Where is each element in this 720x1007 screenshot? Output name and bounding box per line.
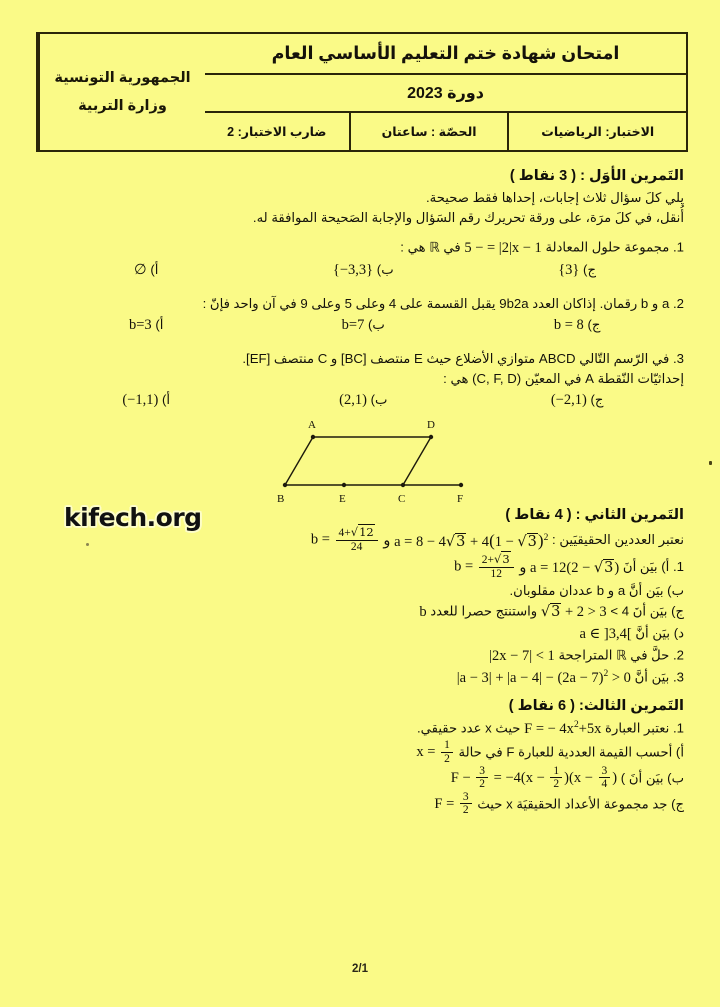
exercise-2-q1-b: ب) بيَن أنَّ a و b عددان مقلوبان. <box>509 583 684 599</box>
q3-option-a-label: أ) <box>161 392 171 408</box>
exercise-2-q3-value: $|a - 3| + |a - 4| - (2a - 7)^2 > 0$ <box>456 669 631 687</box>
exercise-2-q1-d-label: د) بيَن أنَّ <box>635 625 684 641</box>
exam-header-table <box>36 32 688 152</box>
q3-number: 3. <box>672 351 684 367</box>
q1-option-b[interactable] <box>256 262 470 279</box>
exercise-3-q1-a <box>36 740 684 766</box>
q1-option-c[interactable] <box>470 262 684 279</box>
q1-option-a-label: أ) <box>150 262 159 278</box>
exam-meta-row <box>205 113 686 150</box>
exam-session-row <box>205 75 686 113</box>
exam-body <box>36 168 684 818</box>
q3-option-c[interactable] <box>470 392 684 409</box>
q3-option-c-value: (−2,1) <box>550 392 587 409</box>
exercise-2-q2-number: 2. <box>672 647 684 663</box>
q2-option-a-value: b=3 <box>128 317 152 334</box>
q2-option-a-label: أ) <box>155 317 164 333</box>
ministry-label: وزارة التربية <box>78 97 167 114</box>
q1-option-a[interactable] <box>36 262 256 279</box>
exam-title-row <box>205 34 686 75</box>
q1-option-c-value: {3} <box>558 262 580 279</box>
exercise-3-q1 <box>36 718 684 740</box>
q3-options <box>36 392 684 409</box>
exercise-2-q2-value: |2x − 7| < 1 <box>489 648 555 665</box>
exercise-3-section <box>36 698 684 817</box>
q2-option-c[interactable] <box>470 317 684 334</box>
exercise-2-q3 <box>36 667 684 689</box>
exam-subject-cell: الاختبار: الرياضيات <box>507 113 686 150</box>
exam-session: دورة 2023 <box>407 85 484 102</box>
exercise-2-q1-a <box>36 554 684 581</box>
q1-number: 1. <box>672 239 684 255</box>
exercise-3-title: التَمرين الثالث: ( 6 نقاط ) <box>508 698 684 715</box>
exercise-1-question-2 <box>36 294 684 314</box>
exercise-3-q1-c <box>36 792 684 818</box>
exercise-3-q1-b-value: F − $\frac{3}{2}$ = −4(x − $\frac{1}{2}$ )(x − $\frac{3}{4}$ ) <box>450 765 618 791</box>
exercise-1-instruction-line-1: يلي كلَ سؤال ثلاث إجابات، إحداها فقط صحيحة. <box>426 190 684 205</box>
q2-option-b[interactable] <box>256 317 470 334</box>
exercise-2-q1-c: ج) بيَن أنَ 4 > √3 + 2 > 3 واستنتج حصرا للعدد b <box>36 601 684 623</box>
parallelogram-abcd-diagram <box>271 415 486 507</box>
site-watermark: kifech.org <box>64 503 202 532</box>
exercise-3-q1-b-text: ب) بيَن أنَ ) <box>620 770 684 786</box>
exercise-2-q1-a-expr-a: a = 12(2 − √3) <box>530 559 620 576</box>
q3-option-b-label: ب) <box>370 392 388 408</box>
exercise-3-q1-c-text: ج) جد مجموعة الأعداد الحقيقيَة x حيث <box>477 796 684 812</box>
exercise-2-q2-text: حلَّ في ℝ المتراجحة <box>558 647 670 663</box>
q2-option-c-label: ج) <box>587 317 601 333</box>
figure-label-D: D <box>427 419 435 432</box>
exercise-2-q1-a-label: أ) بيَن أنَ <box>622 559 670 575</box>
q1-text-start: مجموعة حلول المعادلة <box>545 239 670 255</box>
exercise-2-intro-b: b = $\frac{4+√12}{24}$ <box>311 527 380 554</box>
exercise-3-q1-c-value: F = $\frac{3}{2}$ <box>434 792 473 818</box>
figure-label-F: F <box>457 493 464 506</box>
q3-line-1: في الرّسم التّالي ABCD متوازي الأضلاع حيث E منتصف [BC] و C منتصف [EF]. <box>242 351 670 367</box>
q1-option-b-value: {−3,3} <box>332 262 374 279</box>
page-number-footer: 2/1 <box>352 963 368 975</box>
exercise-3-q1-a-text: أ) أحسب القيمة العددية للعبارة F في حالة <box>458 744 684 760</box>
q3-option-b[interactable] <box>256 392 470 409</box>
scan-artifact-speck <box>709 461 712 465</box>
exercise-2-q1-d <box>36 623 684 645</box>
exercise-3-q1-number: 1. <box>672 720 684 736</box>
figure-label-B: B <box>277 493 285 506</box>
q1-equation: 5 − = |2|x − 1 <box>464 240 542 257</box>
exercise-2-q1-c-expr: √3 + 2 > 3 <box>540 604 607 621</box>
exercise-3-q1-text-end: حيث x عدد حقيقي. <box>417 720 521 736</box>
q2-number: 2. <box>672 296 684 312</box>
q2-option-c-value: b = 8 <box>553 317 584 334</box>
figure-container <box>36 415 684 507</box>
exercise-2-q3-text: بيَن أنَّ <box>634 669 670 685</box>
figure-label-C: C <box>398 493 406 506</box>
q1-option-c-label: ج) <box>583 262 596 278</box>
scan-artifact-speck-2 <box>86 543 89 546</box>
exercise-2-title: التَمرين الثاني : ( 4 نقاط ) <box>505 507 684 524</box>
exam-title: امتحان شهادة ختم التعليم الأساسي العام <box>271 43 620 63</box>
exercise-2-q1-number: 1. <box>672 559 684 575</box>
exercise-1-question-3-line-1 <box>36 349 684 369</box>
exam-duration-cell: الحصّة : ساعتان <box>349 113 508 150</box>
exercise-2-intro-conj: و <box>383 532 391 549</box>
ministry-cell <box>38 34 205 150</box>
q2-option-b-value: b=7 <box>341 317 365 334</box>
q1-text-end: في ℝ هي : <box>400 239 461 255</box>
exercise-3-q1-text-start: نعتبر العبارة <box>605 720 670 736</box>
q1-options <box>36 262 684 279</box>
q2-option-b-label: ب) <box>368 317 385 333</box>
exercise-2-q2 <box>36 645 684 667</box>
exam-coefficient-cell: ضارب الاختبار: 2 <box>227 125 327 139</box>
q3-option-b-value: (2,1) <box>339 392 367 409</box>
q3-option-a[interactable] <box>36 392 256 409</box>
exercise-1-title: التَمرين الأوَل : ( 3 نقاط ) <box>509 168 684 184</box>
exercise-3-q1-b <box>36 766 684 792</box>
exercise-2-section <box>36 507 684 689</box>
q2-options <box>36 317 684 334</box>
figure-label-A: A <box>308 419 316 432</box>
exercise-1-instruction-line-2: أُنقل، في كلَ مرَة، على ورقة تحريرك رقم السَؤال والإجابة الصَحيحة الموافقة له. <box>252 210 684 226</box>
exercise-3-q1-expression: F = − $4x^2+5x$ <box>524 720 602 738</box>
exercise-2-q1-d-value: a ∈ ]3,4[ <box>579 626 632 643</box>
exercise-2-intro-text: نعتبر العددين الحقيقيَين : <box>552 532 684 548</box>
q1-option-b-label: ب) <box>376 262 394 278</box>
q3-option-c-label: ج) <box>590 392 604 408</box>
exercise-2-q1-a-expr-b: b = $\frac{2+√3}{12}$ <box>454 554 516 581</box>
q1-option-a-value: ∅ <box>134 262 147 279</box>
exercise-2-q3-number: 3. <box>672 669 684 685</box>
exercise-2-q1-a-conj: و <box>519 559 527 576</box>
figure-label-E: E <box>339 493 346 506</box>
q2-option-a[interactable] <box>36 317 256 334</box>
exercise-1-section <box>36 168 684 507</box>
exercise-1-question-1 <box>36 237 684 259</box>
exercise-2-intro-a: $a = 8 - 4√3 + 4(1 - √3)^2$ <box>394 530 549 550</box>
republic-label: الجمهورية التونسية <box>54 70 191 86</box>
exercise-3-q1-a-value: x = $\frac{1}{2}$ <box>416 740 454 766</box>
header-main-column <box>205 34 686 150</box>
q2-text: a و b رقمان. إذاكان العدد 9b2a يقبل القسمة على 4 وعلى 5 وعلى 9 في آن واحد فإنّ : <box>202 296 670 312</box>
q3-option-a-value: (−1,1) <box>122 392 159 409</box>
exercise-1-question-3-line-2: إحداثيّات النّقطة A في المعيّن (C, F, D) هي : <box>443 371 684 387</box>
